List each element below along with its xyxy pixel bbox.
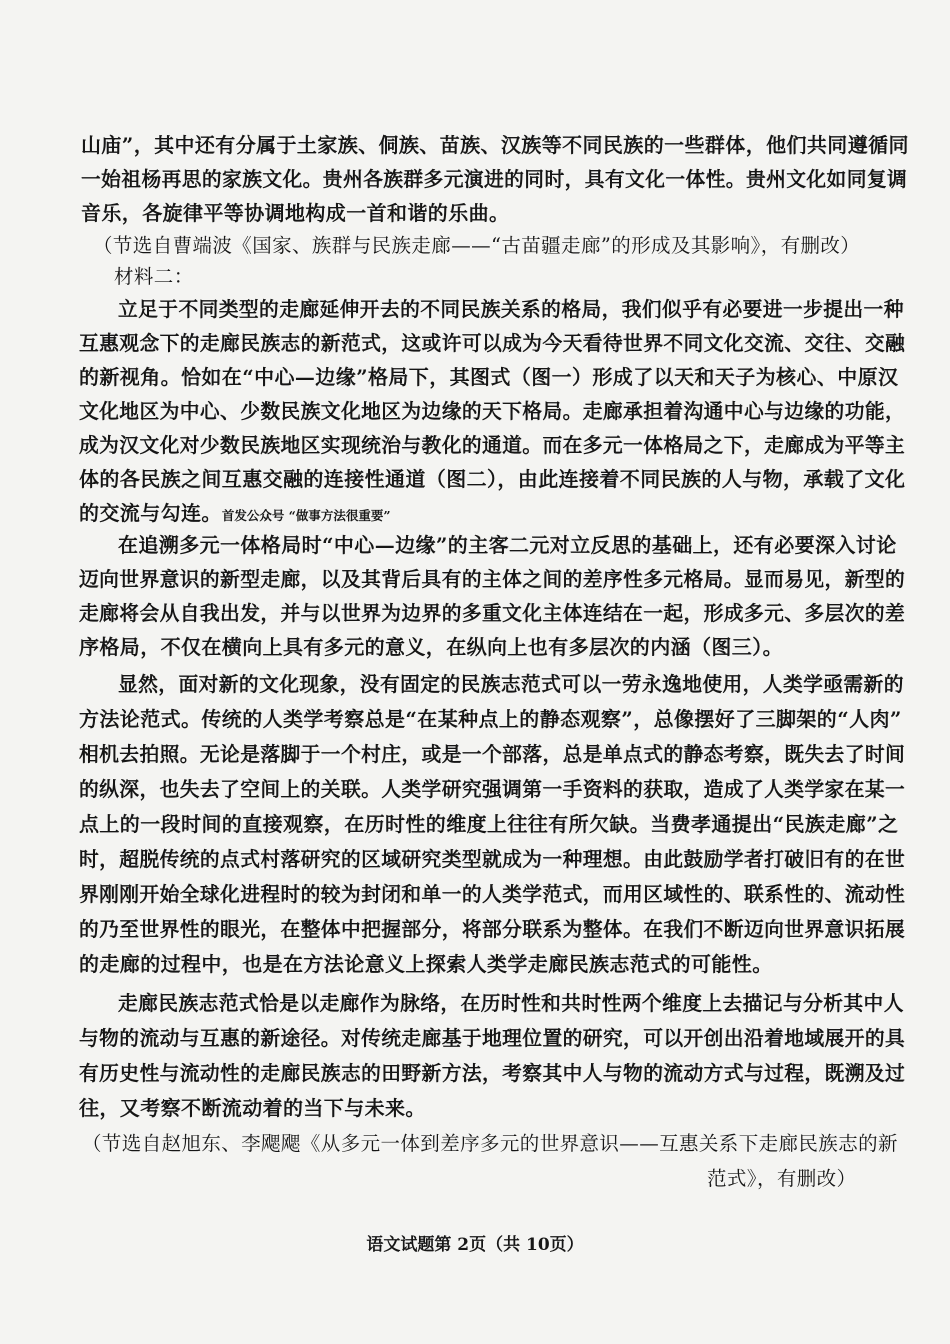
text-line: 显然，面对新的文化现象，没有固定的民族志范式可以一劳永逸地使用，人类学亟需新的 <box>118 672 904 696</box>
text-line: 迈向世界意识的新型走廊，以及其背后具有的主体之间的差序性多元格局。显而易见，新型的 <box>79 567 906 591</box>
text-line: 界刚刚开始全球化进程时的较为封闭和单一的人类学范式，而用区域性的、联系性的、流动性 <box>79 882 906 906</box>
citation-source: 范式》，有删改） <box>707 1167 857 1190</box>
text-line <box>79 500 391 529</box>
text-line: 一始祖杨再思的家族文化。贵州各族群多元演进的同时，具有文化一体性。贵州文化如同复调 <box>81 167 908 191</box>
text-line: 立足于不同类型的走廊延伸开去的不同民族关系的格局，我们似乎有必要进一步提出一种 <box>118 297 904 321</box>
text-line: 的走廊的过程中，也是在方法论意义上探索人类学走廊民族志范式的可能性。 <box>79 952 773 976</box>
text-line: 往，又考察不断流动着的当下与未来。 <box>79 1096 426 1120</box>
text-line: 在追溯多元一体格局时“中心—边缘”的主客二元对立反思的基础上，还有必要深入讨论 <box>118 533 897 557</box>
text-line: 音乐，各旋律平等协调地构成一首和谐的乐曲。 <box>81 201 510 225</box>
text-line: 时，超脱传统的点式村落研究的区域研究类型就成为一种理想。由此鼓励学者打破旧有的在世 <box>79 847 906 871</box>
text-line: 的纵深，也失去了空间上的关联。人类学研究强调第一手资料的获取，造成了人类学家在某一 <box>79 777 906 801</box>
text-line: 的乃至世界性的眼光，在整体中把握部分，将部分联系为整体。在我们不断迈向世界意识拓展 <box>79 917 906 941</box>
citation-source: （节选自赵旭东、李飔飔《从多元一体到差序多元的世界意识——互惠关系下走廊民族志的新 <box>82 1132 898 1155</box>
text-line: 互惠观念下的走廊民族志的新范式，这或许可以成为今天看待世界不同文化交流、交往、交融 <box>79 331 906 355</box>
text-line: 走廊民族志范式恰是以走廊作为脉络，在历时性和共时性两个维度上去描记与分析其中人 <box>118 991 904 1015</box>
text-line: 的新视角。恰如在“中心—边缘”格局下，其图式（图一）形成了以天和天子为核心、中原汉 <box>79 365 899 389</box>
text-line: 文化地区为中心、少数民族文化地区为边缘的天下格局。走廊承担着沟通中心与边缘的功能， <box>79 399 906 423</box>
text-line: 成为汉文化对少数民族地区实现统治与教化的通道。而在多元一体格局之下，走廊成为平等主 <box>79 433 906 457</box>
text-line: 体的各民族之间互惠交融的连接性通道（图二），由此连接着不同民族的人与物，承载了文化 <box>79 467 906 491</box>
text-line: 方法论范式。传统的人类学考察总是“在某种点上的静态观察”，总像摆好了三脚架的“人肉” <box>79 707 902 731</box>
text-line: 山庙”，其中还有分属于土家族、侗族、苗族、汉族等不同民族的一些群体，他们共同遵循同 <box>81 133 909 157</box>
citation-source: （节选自曹端波《国家、族群与民族走廊——“古苗疆走廊”的形成及其影响》，有删改） <box>93 234 861 257</box>
page-footer: 语文试题第 2页（共 10页） <box>366 1235 584 1255</box>
text-line: 序格局，不仅在横向上具有多元的意义，在纵向上也有多层次的内涵（图三）。 <box>79 635 783 659</box>
text-line: 有历史性与流动性的走廊民族志的田野新方法，考察其中人与物的流动方式与过程，既溯及过 <box>79 1061 906 1085</box>
section-heading: 材料二： <box>114 265 194 288</box>
text-line: 与物的流动与互惠的新途径。对传统走廊基于地理位置的研究，可以开创出沿着地域展开的具 <box>79 1026 906 1050</box>
text-line: 走廊将会从自我出发，并与以世界为边界的多重文化主体连结在一起，形成多元、多层次的差 <box>79 601 906 625</box>
text-line: 点上的一段时间的直接观察，在历时性的维度上往往有所欠缺。当费孝通提出“民族走廊”之 <box>79 812 899 836</box>
watermark-text: 首发公众号 “做事方法很重要” <box>221 508 391 523</box>
text-line: 相机去拍照。无论是落脚于一个村庄，或是一个部落，总是单点式的静态考察，既失去了时间 <box>79 742 906 766</box>
text-fragment: 的交流与勾连。 <box>79 501 222 525</box>
